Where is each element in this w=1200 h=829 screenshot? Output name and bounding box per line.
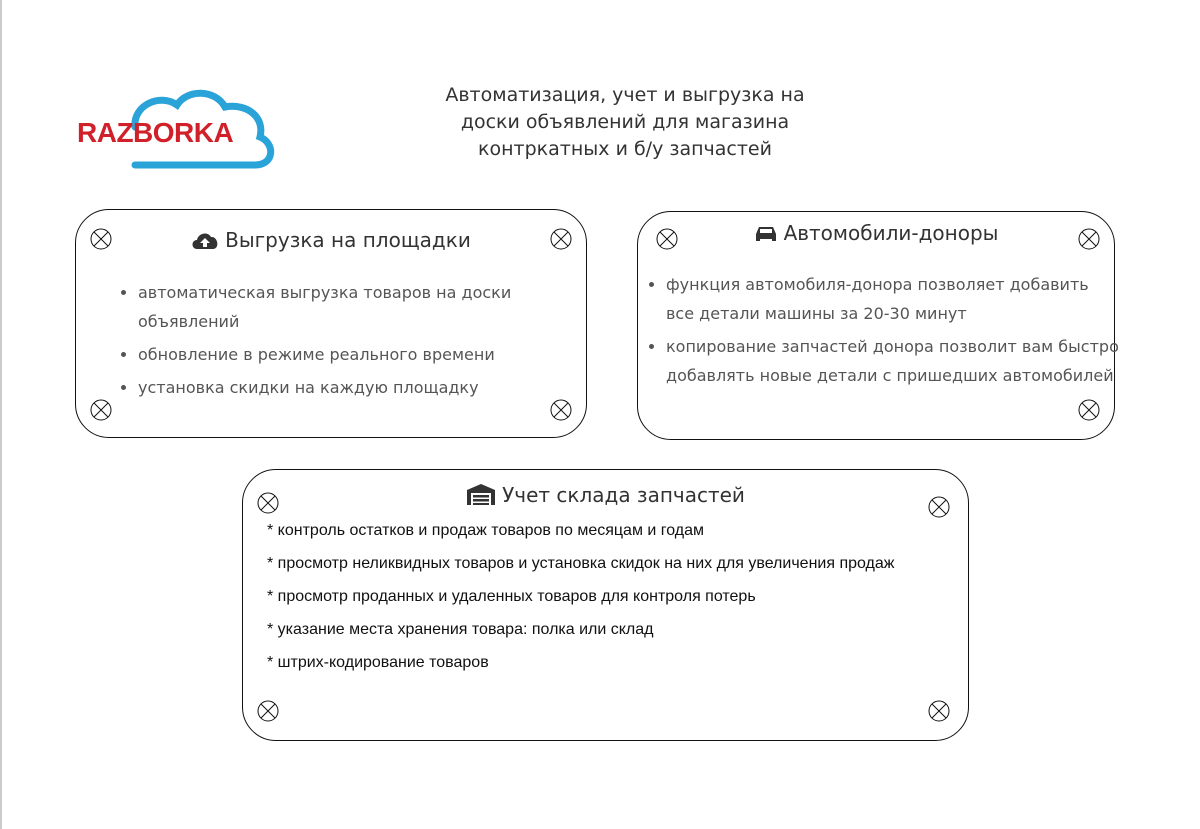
list-item: • установка скидки на каждую площадку — [138, 373, 558, 402]
card-title-text: Учет склада запчастей — [502, 483, 745, 507]
cloud-upload-icon — [191, 230, 219, 250]
logo-text: RAZBORKA — [77, 117, 234, 148]
warehouse-icon — [466, 483, 496, 505]
card-upload — [75, 209, 587, 438]
card-title-text: Выгрузка на площадки — [225, 228, 471, 252]
card-title — [638, 221, 1114, 245]
list-item: • автоматическая выгрузка товаров на доски объявлений — [138, 278, 558, 336]
bullet-list — [116, 278, 558, 406]
list-item: * просмотр проданных и удаленных товаров для контроля потерь — [267, 588, 756, 605]
headline-line: Автоматизация, учет и выгрузка на — [445, 84, 805, 106]
list-item: * указание места хранения товара: полка или склад — [267, 621, 654, 638]
list-item: • функция автомобиля-донора позволяет добавить все детали машины за 20-30 минут — [666, 270, 1121, 328]
card-donors — [637, 211, 1119, 440]
list-item: * просмотр неликвидных товаров и установка скидок на них для увеличения продаж — [267, 555, 895, 572]
bullet-list — [644, 270, 1121, 394]
list-item: • обновление в режиме реального времени — [138, 340, 558, 369]
headline-line: контркатных и б/у запчастей — [478, 138, 772, 160]
cross-circle-icon — [1078, 399, 1100, 421]
list-item: * штрих-кодирование товаров — [267, 654, 489, 671]
cross-circle-icon — [90, 399, 112, 421]
list-item: * контроль остатков и продаж товаров по месяцам и годам — [267, 522, 705, 539]
list-item: • копирование запчастей донора позволит вам быстро добавлять новые детали с пришедших автомобилей — [666, 332, 1121, 390]
card-warehouse — [242, 469, 969, 741]
headline-line: доски объявлений для магазина — [460, 111, 790, 133]
logo — [75, 85, 280, 170]
headline — [400, 82, 850, 163]
car-icon — [754, 225, 778, 243]
cross-circle-icon — [928, 700, 950, 722]
card-title-text: Автомобили-доноры — [783, 221, 999, 245]
card-title — [76, 228, 586, 252]
feature-list — [267, 522, 895, 687]
page-edge — [0, 0, 2, 829]
cross-circle-icon — [257, 700, 279, 722]
card-title — [243, 483, 968, 507]
